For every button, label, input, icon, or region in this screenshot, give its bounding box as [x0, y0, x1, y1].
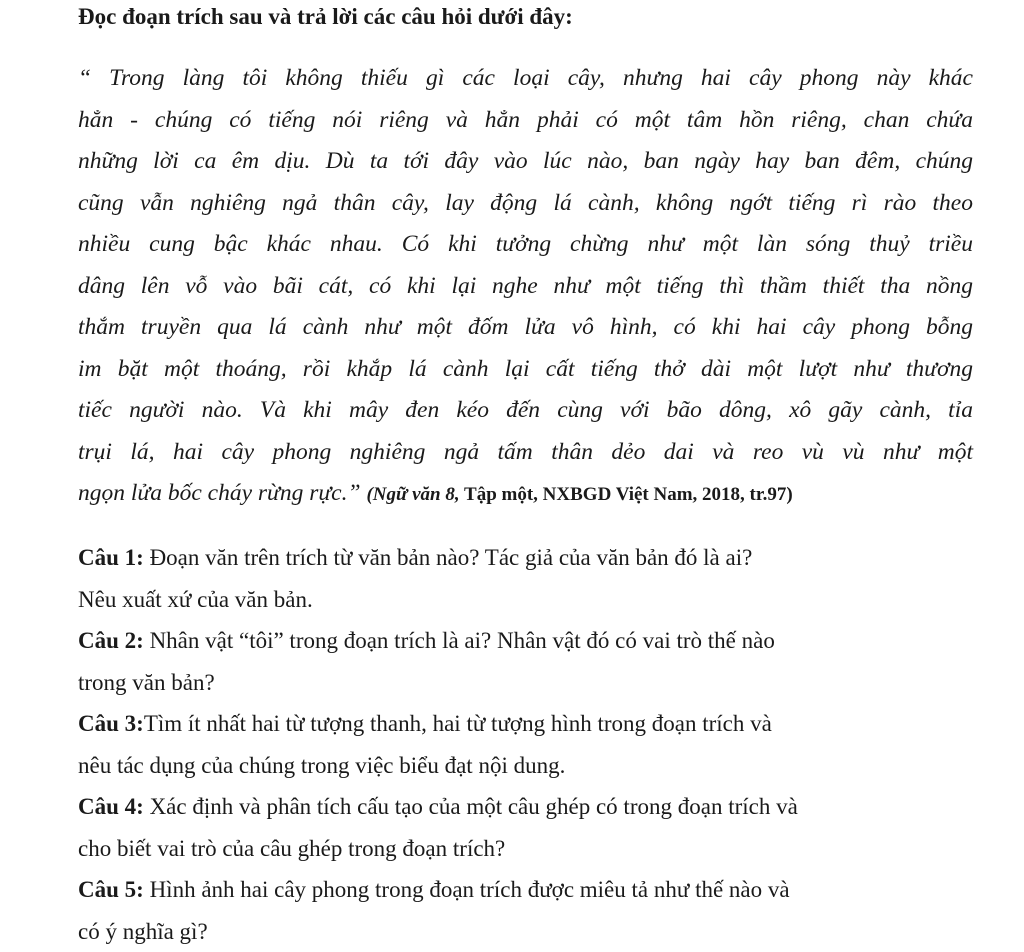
question-label: Câu 5: [78, 877, 144, 902]
question-2 [78, 620, 973, 703]
question-1 [78, 537, 973, 620]
question-text: Nhân vật “tôi” trong đoạn trích là ai? Nhân vật đó có vai trò thế nào [144, 628, 775, 653]
question-text: Hình ảnh hai cây phong trong đoạn trích được miêu tả như thế nào và [144, 877, 790, 902]
passage-line: ngọn lửa bốc cháy rừng rực.” [78, 480, 361, 506]
passage-line: tiếc người nào. Và khi mây đen kéo đến cùng với bão dông, xô gãy cành, tỉa [78, 390, 973, 432]
source-details: Tập một, NXBGD Việt Nam, 2018, tr.97) [460, 484, 793, 505]
question-list [78, 537, 973, 952]
passage-line: im bặt một thoáng, rồi khắp lá cành lại cất tiếng thở dài một lượt như thương [78, 349, 973, 391]
question-text: có ý nghĩa gì? [78, 911, 973, 952]
question-label: Câu 1: [78, 545, 144, 570]
passage-line: cũng vẫn nghiêng ngả thân cây, lay động lá cành, không ngớt tiếng rì rào theo [78, 183, 973, 225]
question-text: Đoạn văn trên trích từ văn bản nào? Tác giả của văn bản đó là ai? [144, 545, 753, 570]
passage-last-line [78, 473, 973, 515]
passage-line: nhiều cung bậc khác nhau. Có khi tưởng chừng như một làn sóng thuỷ triều [78, 224, 973, 266]
excerpt-passage [78, 58, 973, 515]
instruction-heading: Đọc đoạn trích sau và trả lời các câu hỏi dưới đây: [78, 4, 573, 30]
question-label: Câu 3: [78, 711, 144, 736]
question-text: Tìm ít nhất hai từ tượng thanh, hai từ tượng hình trong đoạn trích và [144, 711, 772, 736]
question-text: Nêu xuất xứ của văn bản. [78, 579, 973, 621]
question-label: Câu 4: [78, 794, 144, 819]
question-3 [78, 703, 973, 786]
question-text: cho biết vai trò của câu ghép trong đoạn trích? [78, 828, 973, 870]
passage-line: hẳn - chúng có tiếng nói riêng và hẳn phải có một tâm hồn riêng, chan chứa [78, 100, 973, 142]
passage-line: những lời ca êm dịu. Dù ta tới đây vào lúc nào, ban ngày hay ban đêm, chúng [78, 141, 973, 183]
source-citation [366, 484, 792, 505]
passage-line: thắm truyền qua lá cành như một đốm lửa vô hình, có khi hai cây phong bỗng [78, 307, 973, 349]
passage-line: “ Trong làng tôi không thiếu gì các loại cây, nhưng hai cây phong này khác [78, 58, 973, 100]
question-label: Câu 2: [78, 628, 144, 653]
question-4 [78, 786, 973, 869]
passage-line: trụi lá, hai cây phong nghiêng ngả tấm thân dẻo dai và reo vù vù như một [78, 432, 973, 474]
question-5 [78, 869, 973, 952]
source-book: (Ngữ văn 8, [366, 484, 459, 505]
passage-line: dâng lên vỗ vào bãi cát, có khi lại nghe như một tiếng thì thầm thiết tha nồng [78, 266, 973, 308]
question-text: Xác định và phân tích cấu tạo của một câu ghép có trong đoạn trích và [144, 794, 798, 819]
question-text: nêu tác dụng của chúng trong việc biểu đạt nội dung. [78, 745, 973, 787]
question-text: trong văn bản? [78, 662, 973, 704]
